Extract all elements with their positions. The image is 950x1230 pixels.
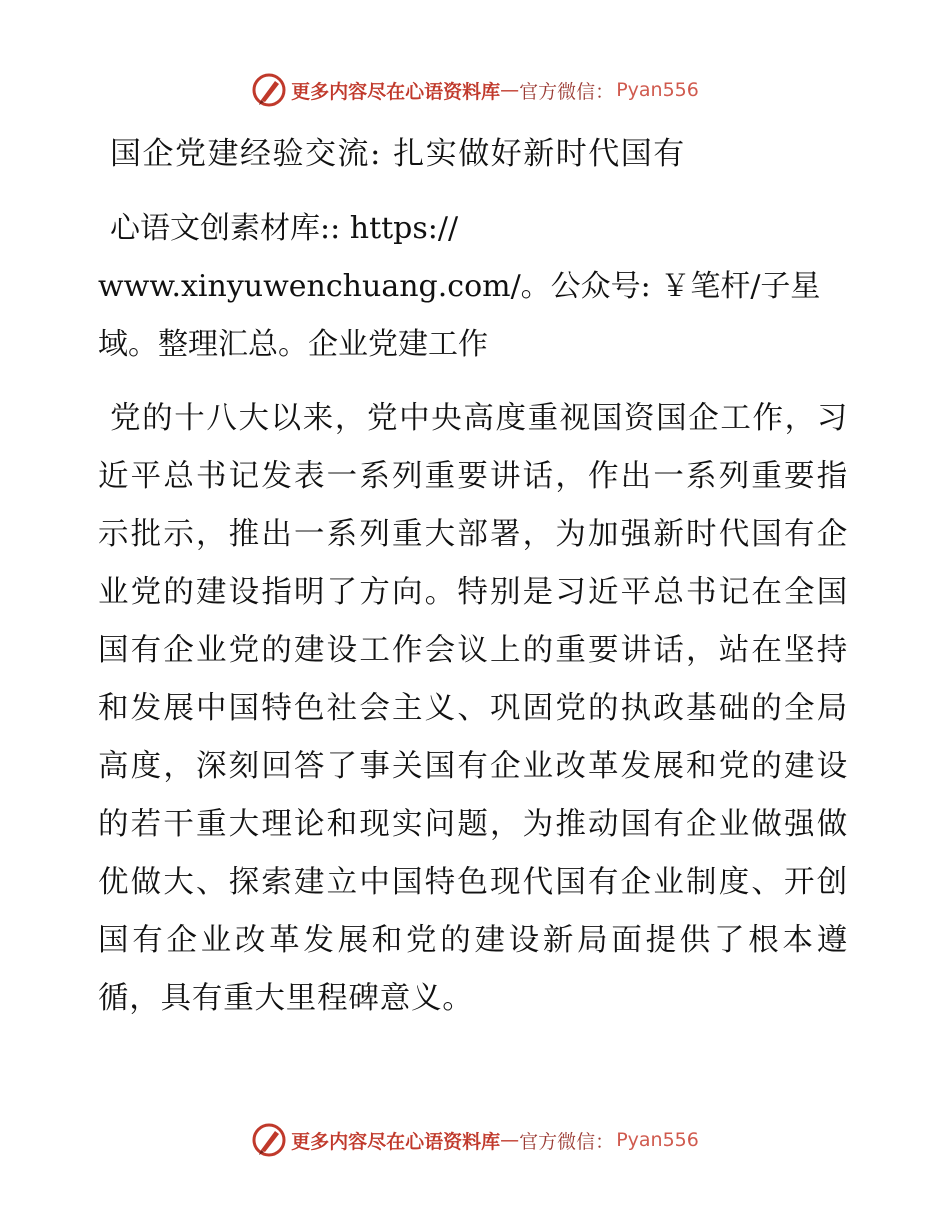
watermark-banner-bottom [0,1120,950,1160]
pen-logo-icon [251,1122,287,1158]
watermark-account: Pyan556 [616,79,699,101]
watermark-promo-text: 更多内容尽在心语资料库 [291,80,501,103]
source-line-2: www.xinyuwenchuang.com/。公众号: ￥笔杆/子星域。整理汇总。企业党建工作 [98,269,821,362]
watermark-account: Pyan556 [616,1129,699,1151]
watermark-separator: — [500,79,520,101]
watermark-separator: — [500,1129,520,1151]
document-title: 国企党建经验交流: 扎实做好新时代国有 [110,136,686,172]
source-note [98,200,858,374]
watermark-wechat-label: 官方微信： [519,80,615,103]
source-line-1: 心语文创素材库:: https:// [110,211,459,246]
watermark-wechat-label: 官方微信： [519,1130,615,1153]
pen-logo-icon [251,72,287,108]
watermark-banner-top [0,70,950,110]
body-paragraph: 党的十八大以来，党中央高度重视国资国企工作，习近平总书记发表一系列重要讲话，作出一系列重要指示批示，推出一系列重大部署，为加强新时代国有企业党的建设指明了方向。特别是习近平总书记在全国国有企业党的建设工作会议上的重要讲话，站在坚持和发展中国特色社会主义、巩固党的执政基础的全局高度，深刻回答了事关国有企业改革发展和党的建设的若干重大理论和现实问题，为推动国有企业做强做优做大、探索建立中国特色现代国有企业制度、开创国有企业改革发展和党的建设新局面提供了根本遵循，具有重大里程碑意义。 [98,401,848,1016]
watermark-promo-text: 更多内容尽在心语资料库 [291,1130,501,1153]
